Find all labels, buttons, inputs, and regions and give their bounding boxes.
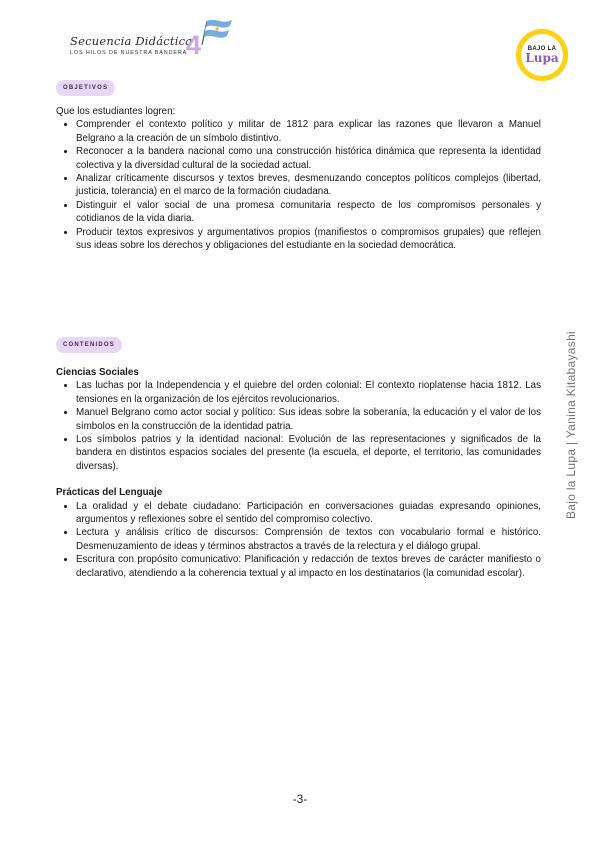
list-item: • La oralidad y el debate ciudadano: Participación en conversaciones guiadas expresando opiniones, argumentos y reflexiones sobre el sentido del compromiso colectivo.	[76, 500, 541, 527]
list-item: • Comprender el contexto político y militar de 1812 para explicar las razones que llevaron a Manuel Belgrano a la creación de un símbolo distintivo.	[76, 118, 541, 145]
list-item: • Los símbolos patrios y la identidad nacional: Evolución de las representaciones y significados de la bandera en distintos espacios sociales del presente (la escuela, el deporte, el territorio, las comunidades diversas).	[76, 433, 541, 473]
document-header	[70, 34, 200, 56]
objetivos-label: OBJETIVOS	[56, 80, 115, 96]
objetivos-section	[56, 105, 541, 252]
objetivos-list	[56, 118, 541, 252]
side-credit: Bajo la Lupa | Yanina Kitabayashi	[564, 330, 579, 520]
list-item: • Producir textos expresivos y argumentativos propios (manifiestos o compromisos grupales) que reflejen sus ideas sobre los derechos y obligaciones del estudiante en la sociedad democrática.	[76, 226, 541, 253]
logo-top-text: BAJO LA	[527, 46, 557, 52]
list-item: • Las luchas por la Independencia y el quiebre del orden colonial: El contexto rioplatense hacia 1812. Las tensiones en la organización de los ejércitos revolucionarios.	[76, 379, 541, 406]
practicas-lenguaje-list	[56, 500, 541, 580]
page-number: -3-	[292, 792, 308, 806]
contenidos-section	[56, 366, 541, 580]
ciencias-sociales-list	[56, 379, 541, 473]
list-item: • Reconocer a la bandera nacional como una construcción histórica dinámica que representa la identidad colectiva y la diversidad cultural de la sociedad actual.	[76, 145, 541, 172]
logo-main-text: Lupa	[525, 51, 559, 65]
contenidos-label: CONTENIDOS	[56, 337, 122, 353]
bajo-la-lupa-logo	[516, 29, 568, 81]
sequence-title: Secuencia Didáctica	[70, 34, 193, 48]
practicas-lenguaje-heading: Prácticas del Lenguaje	[56, 487, 163, 499]
list-item: • Manuel Belgrano como actor social y político: Sus ideas sobre la soberanía, la educación y el valor de los símbolos en la construcción de la identidad patria.	[76, 406, 541, 433]
sequence-subtitle: LOS HILOS DE NUESTRA BANDERA	[70, 50, 188, 56]
sequence-number: 4	[186, 30, 202, 60]
argentina-flag-icon	[199, 17, 235, 47]
ciencias-sociales-heading: Ciencias Sociales	[56, 367, 139, 378]
list-item: • Distinguir el valor social de una promesa comunitaria respecto de los compromisos personales y cotidianos de la vida diaria.	[76, 199, 541, 226]
list-item: • Analizar críticamente discursos y textos breves, desmenuzando conceptos políticos complejos (libertad, justicia, tolerancia) en el marco de la formación ciudadana.	[76, 172, 541, 199]
objetivos-intro: Que los estudiantes logren:	[56, 106, 176, 117]
list-item: • Lectura y análisis crítico de discursos: Comprensión de textos con vocabulario formal e histórico. Desmenuzamiento de ideas y términos abstractos a través de la relectura y el diálogo grupal.	[76, 526, 541, 553]
list-item: • Escritura con propósito comunicativo: Planificación y redacción de textos breves de carácter manifiesto o declarativo, atendiendo a la coherencia textual y al impacto en los destinatarios (la comunidad escolar).	[76, 553, 541, 580]
